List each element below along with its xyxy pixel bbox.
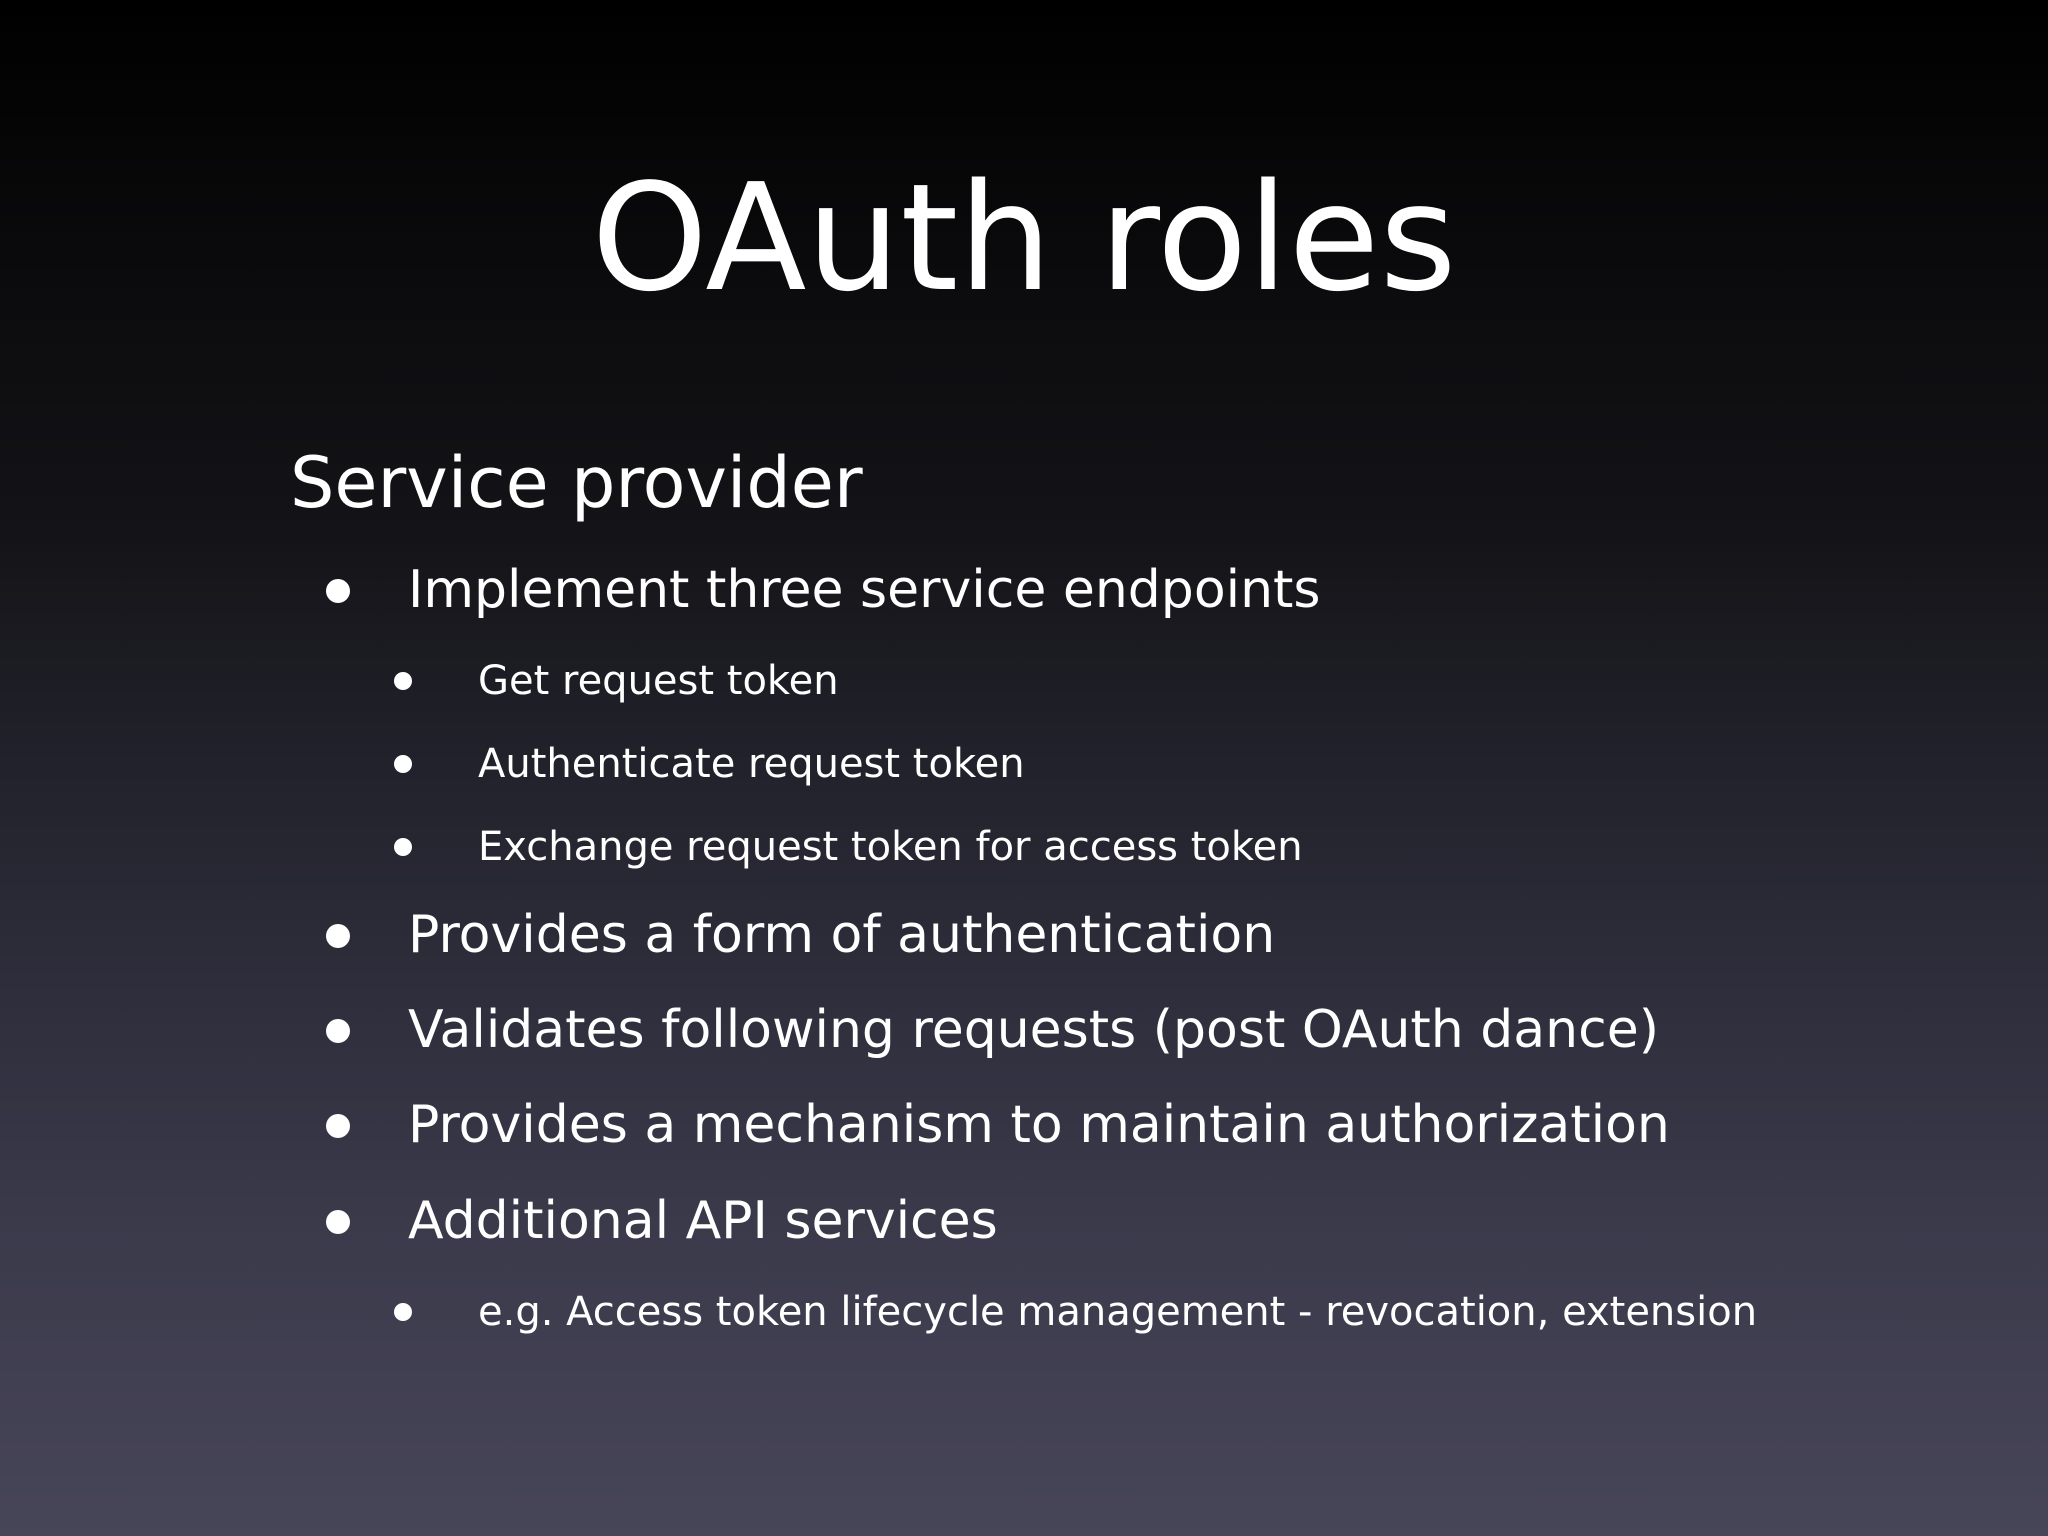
- bullet-dot-icon: [394, 838, 412, 856]
- slide-title: OAuth roles: [591, 152, 1457, 324]
- bullet-text: Validates following requests (post OAuth dance): [408, 1000, 1659, 1060]
- bullet-text: Additional API services: [408, 1191, 998, 1251]
- section-heading: Service provider: [290, 442, 863, 524]
- bullet-dot-icon: [394, 755, 412, 773]
- bullet-dot-icon: [326, 579, 350, 603]
- bullet-dot-icon: [394, 672, 412, 690]
- bullet-text: Provides a mechanism to maintain authorization: [408, 1095, 1670, 1155]
- bullet-dot-icon: [326, 1210, 350, 1234]
- bullet-text: e.g. Access token lifecycle management - revocation, extension: [478, 1289, 1758, 1335]
- bullet-dot-icon: [326, 924, 350, 948]
- bullet-text: Provides a form of authentication: [408, 905, 1276, 965]
- bullet-dot-icon: [394, 1303, 412, 1321]
- bullet-dot-icon: [326, 1019, 350, 1043]
- bullet-text: Implement three service endpoints: [408, 560, 1321, 620]
- bullet-dot-icon: [326, 1114, 350, 1138]
- bullet-text: Get request token: [478, 658, 839, 704]
- bullet-text: Exchange request token for access token: [478, 824, 1303, 870]
- bullet-text: Authenticate request token: [478, 741, 1025, 787]
